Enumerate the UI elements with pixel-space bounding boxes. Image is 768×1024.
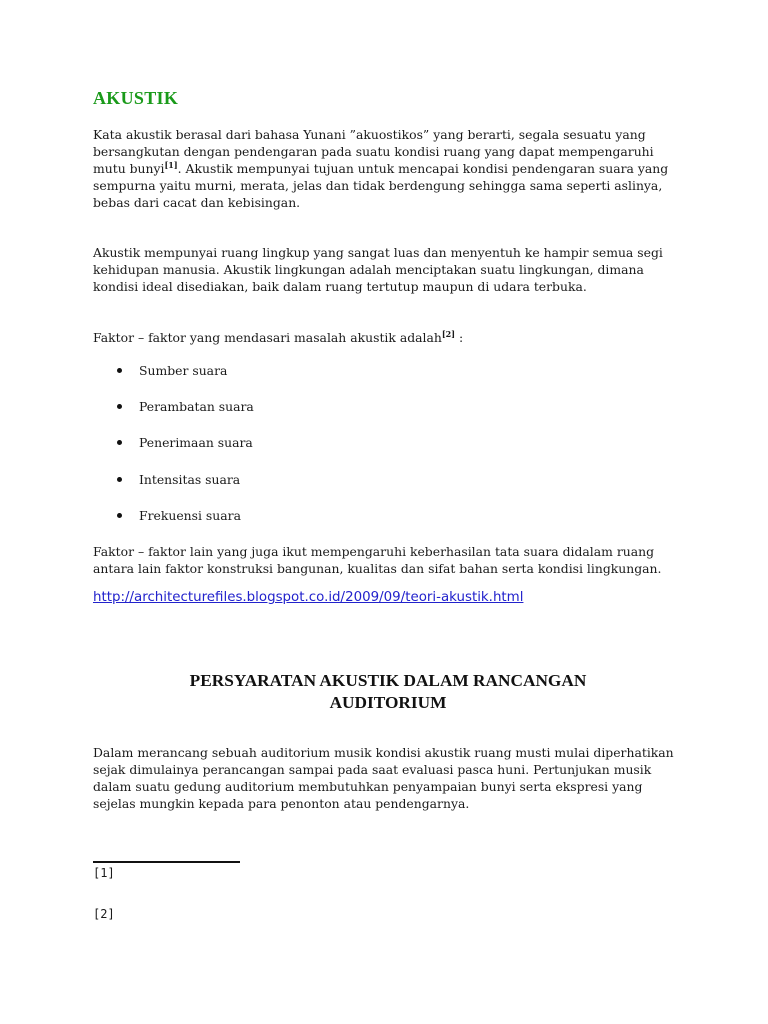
section-heading-line-2: AUDITORIUM (329, 693, 447, 712)
list-item (93, 471, 593, 507)
footnote-ref-1[interactable]: [1] (164, 159, 178, 170)
footnote-1[interactable]: [1] (93, 866, 115, 880)
intro-text: Kata akustik berasal dari bahasa Yunani ”akuostikos” yang berarti, segala sesuatu yang bersangkutan dengan pendengaran pada suatu kondisi ruang yang dapat mempengaruhi mutu bunyi (93, 127, 654, 176)
bullet-icon (117, 513, 122, 518)
bullet-icon (117, 368, 122, 373)
list-item (93, 507, 593, 543)
list-item (93, 398, 593, 434)
bullet-icon (117, 477, 122, 482)
intro-paragraph (93, 126, 683, 211)
section-heading-line-1: PERSYARATAN AKUSTIK DALAM RANCANGAN (189, 671, 587, 690)
factors-intro-colon: : (455, 330, 464, 345)
footnote-divider (93, 861, 240, 863)
bullet-icon (117, 440, 122, 445)
footnote-ref-2[interactable]: [2] (441, 328, 456, 339)
section-heading (93, 670, 683, 714)
intro-text-continued: . Akustik mempunyai tujuan untuk mencapai kondisi pendengaran suara yang sempurna yaitu murni, merata, jelas dan tidak berdengung sehingga sama seperti aslinya, bebas dari cacat dan kebisingan. (93, 161, 669, 210)
list-item (93, 434, 593, 470)
factors-intro-paragraph (93, 329, 683, 346)
list-item-label: Sumber suara (139, 363, 228, 378)
footnote-2[interactable]: [2] (93, 907, 115, 921)
scope-paragraph: Akustik mempunyai ruang lingkup yang sangat luas dan menyentuh ke hampir semua segi kehidupan manusia. Akustik lingkungan adalah menciptakan suatu lingkungan, dimana kondisi ideal disediakan, baik dalam ruang tertutup maupun di udara terbuka. (93, 245, 663, 294)
list-item-label: Penerimaan suara (139, 435, 253, 451)
other-factors-paragraph: Faktor – faktor lain yang juga ikut mempengaruhi keberhasilan tata suara didalam ruang antara lain faktor konstruksi bangunan, kualitas dan sifat bahan serta kondisi lingkungan. (93, 544, 662, 576)
list-item-label: Frekuensi suara (139, 507, 241, 523)
page-title: AKUSTIK (93, 88, 179, 108)
factors-list (93, 362, 593, 543)
list-item-label: Perambatan suara (139, 399, 254, 415)
list-item-label: Intensitas suara (139, 471, 241, 487)
list-item (93, 362, 593, 398)
source-link[interactable]: http://architecturefiles.blogspot.co.id/2009/09/teori-akustik.html (93, 590, 524, 605)
auditorium-paragraph: Dalam merancang sebuah auditorium musik kondisi akustik ruang musti mulai diperhatikan sejak dimulainya perancangan sampai pada saat evaluasi pasca huni. Pertunjukan musik dalam suatu gedung auditorium membutuhkan penyampaian bunyi serta ekspresi yang sejelas mungkin kepada para penonton atau pendengarnya. (93, 745, 674, 811)
factors-intro-text: Faktor – faktor yang mendasari masalah akustik adalah (93, 330, 442, 345)
bullet-icon (117, 404, 122, 409)
